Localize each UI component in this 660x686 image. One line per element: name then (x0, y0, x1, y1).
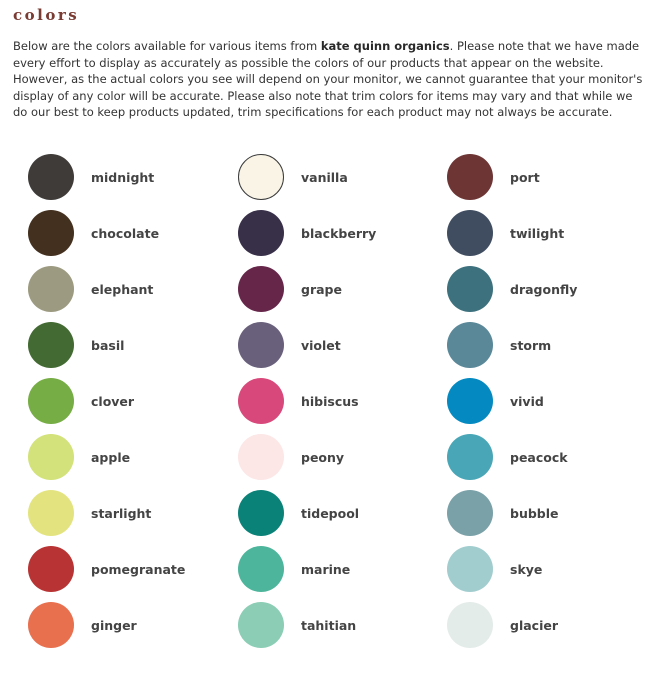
color-swatch-storm (447, 321, 551, 369)
color-name-label: hibiscus (301, 393, 359, 409)
color-swatch-clover (28, 377, 134, 425)
color-swatch-glacier (447, 601, 558, 649)
color-circle (238, 210, 284, 256)
color-name-label: basil (91, 337, 125, 353)
color-swatch-vivid (447, 377, 544, 425)
color-circle (238, 322, 284, 368)
color-swatch-tidepool (238, 489, 359, 537)
color-circle (28, 434, 74, 480)
color-circle (28, 546, 74, 592)
color-swatch-tahitian (238, 601, 356, 649)
color-name-label: glacier (510, 617, 559, 633)
color-circle (28, 210, 74, 256)
color-swatch-peacock (447, 433, 568, 481)
color-swatch-midnight (28, 153, 154, 201)
color-name-label: blackberry (301, 225, 377, 241)
color-name-label: peony (301, 449, 345, 465)
color-name-label: ginger (91, 617, 137, 633)
color-circle (28, 378, 74, 424)
color-swatch-ginger (28, 601, 137, 649)
color-circle (447, 210, 493, 256)
color-swatch-pomegranate (28, 545, 185, 593)
color-circle (238, 154, 284, 200)
color-circle (447, 490, 493, 536)
color-swatch-starlight (28, 489, 151, 537)
color-swatch-dragonfly (447, 265, 577, 313)
brand-name: kate quinn organics (320, 39, 450, 53)
color-circle (447, 322, 493, 368)
color-name-label: twilight (510, 225, 565, 241)
intro-text-rest: . Please note that we have made every effort to display as accurately as possible the colors of our products that appear on the website. However, as the actual colors you see will depend on your monitor, we cannot guarantee that your monitor's display of any color will be accurate. Please also note that trim colors for items may vary and that while we do our best to keep products updated, trim specifications for each product may not always be accurate. (13, 39, 643, 120)
color-name-label: tahitian (301, 617, 357, 633)
color-name-label: elephant (91, 281, 154, 297)
color-circle (447, 378, 493, 424)
color-circle (238, 266, 284, 312)
color-name-label: chocolate (91, 225, 160, 241)
color-swatch-twilight (447, 209, 564, 257)
color-circle (447, 266, 493, 312)
color-swatch-apple (28, 433, 130, 481)
color-circle (447, 602, 493, 648)
color-name-label: dragonfly (510, 281, 578, 297)
color-swatch-chocolate (28, 209, 159, 257)
color-swatch-marine (238, 545, 350, 593)
color-swatch-bubble (447, 489, 559, 537)
color-circle (28, 490, 74, 536)
color-name-label: peacock (510, 449, 568, 465)
color-circle (28, 322, 74, 368)
color-circle (28, 266, 74, 312)
color-circle (238, 602, 284, 648)
color-name-label: apple (91, 449, 131, 465)
color-name-label: vivid (510, 393, 544, 409)
color-name-label: storm (510, 337, 552, 353)
color-circle (28, 602, 74, 648)
color-circle (238, 378, 284, 424)
page-title: colors (13, 6, 80, 24)
color-swatch-grape (238, 265, 342, 313)
color-name-label: bubble (510, 505, 559, 521)
color-swatch-hibiscus (238, 377, 359, 425)
color-swatch-violet (238, 321, 341, 369)
color-name-label: skye (510, 561, 543, 577)
color-swatch-peony (238, 433, 344, 481)
color-swatch-port (447, 153, 540, 201)
color-circle (238, 490, 284, 536)
color-circle (238, 434, 284, 480)
color-name-label: marine (301, 561, 351, 577)
color-circle (28, 154, 74, 200)
color-circle (447, 546, 493, 592)
color-name-label: grape (301, 281, 342, 297)
intro-text-start: Below are the colors available for various items from (13, 39, 321, 53)
color-swatch-elephant (28, 265, 153, 313)
color-name-label: pomegranate (91, 561, 186, 577)
color-swatch-vanilla (238, 153, 348, 201)
color-swatch-blackberry (238, 209, 376, 257)
color-swatch-basil (28, 321, 124, 369)
color-name-label: tidepool (301, 505, 360, 521)
color-circle (238, 546, 284, 592)
color-circle (447, 434, 493, 480)
color-name-label: vanilla (301, 169, 348, 185)
color-name-label: clover (91, 393, 135, 409)
color-name-label: starlight (91, 505, 152, 521)
color-circle (447, 154, 493, 200)
color-name-label: midnight (91, 169, 155, 185)
color-swatch-skye (447, 545, 542, 593)
color-name-label: violet (301, 337, 341, 353)
color-name-label: port (510, 169, 540, 185)
